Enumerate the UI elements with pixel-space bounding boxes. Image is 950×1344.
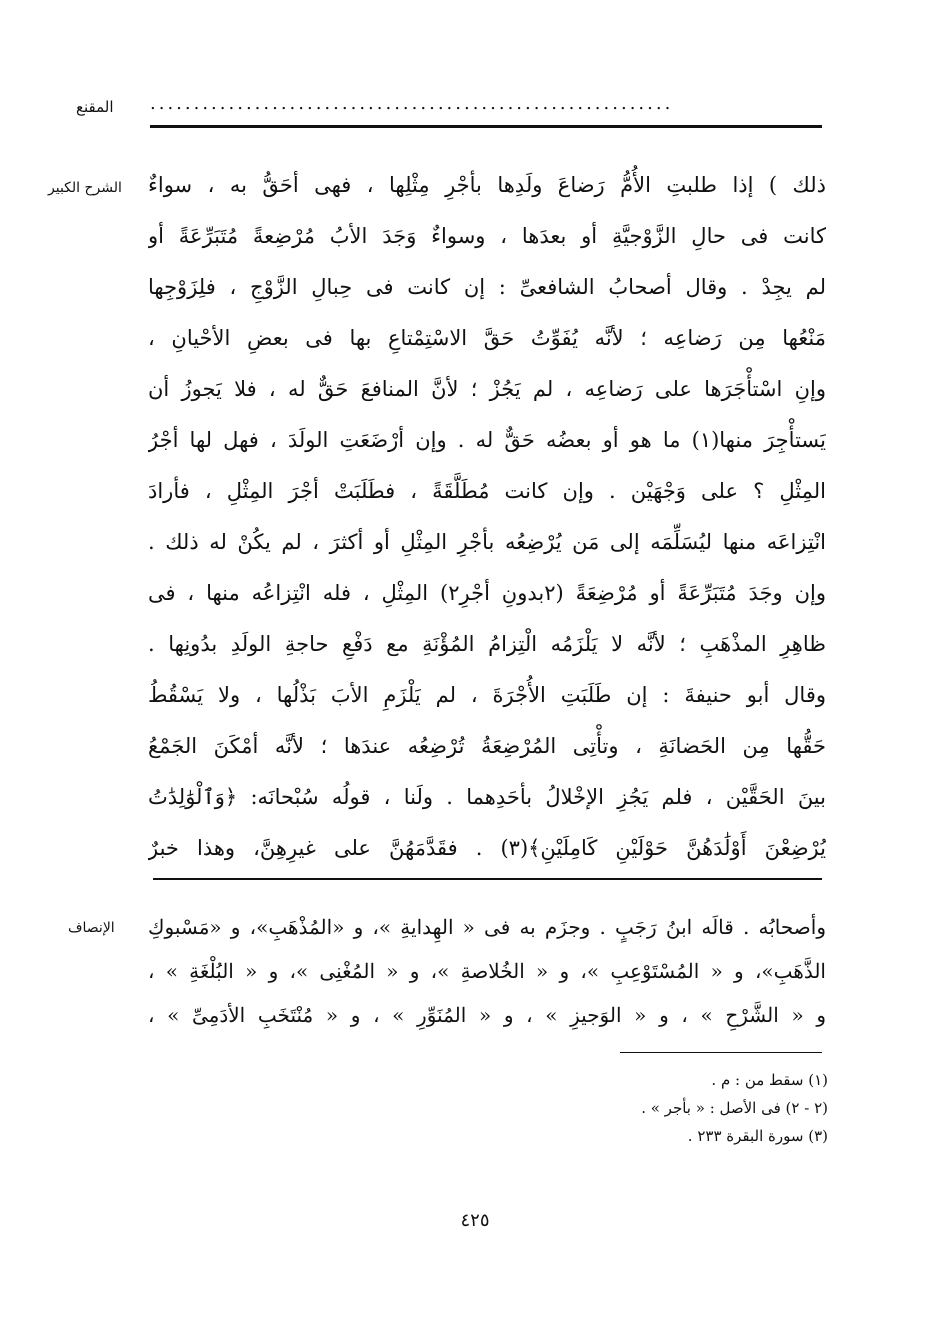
footnote: (١) سقط من : م . [711, 1071, 828, 1089]
insaf-text-line: الذَّهَبِ»، و « المُسْتَوْعِبِ »، و « الخُلاصةِ »، و « المُغْنِى »، و « البُلْغَةِ » ، [148, 959, 826, 983]
footnotes [428, 1066, 828, 1150]
main-text-line: وقال أبو حنيفةَ : إن طَلَبَتِ الأُجْرَةَ ، لم يَلْزَمِ الأبَ بَذْلُها ، ولا يَسْقُطُ [148, 683, 826, 707]
main-text-line: يَستأْجِرَ منها(١) ما هو أو بعضُه حَقٌّ له . وإن أرْضَعَتِ الولَدَ ، فهل لها أجْرُ [148, 428, 826, 452]
main-text-line: كانت فى حالِ الزَّوْجيَّةِ أو بعدَها ، وسواءٌ وَجَدَ الأبُ مُرْضِعةً مُتَبَرِّعَةً أو [148, 224, 826, 248]
main-text-line: ذلك ) إذا طلبتِ الأُمُّ رَضاعَ ولَدِها بأجْرِ مِثْلِها ، فهى أحَقُّ به ، سواءٌ [148, 173, 826, 197]
insaf-text-line: و « الشَّرْحِ » ، و « الوَجيزِ » ، و « المُنَوِّرِ » ، و « مُنْتَخَبِ الأدَمِىِّ » ، [148, 1003, 826, 1027]
main-text-line: انْتِزاعَه منها ليُسَلِّمَه إلى مَن يُرْضِعُه بأجْرِ المِثْلِ أو أكثرَ ، لم يكُنْ له ذلك . [148, 530, 826, 554]
main-text-line: حَقُّها مِن الحَضانَةِ ، وتأْتِى المُرْضِعَةُ تُرْضِعُه عندَها ؛ لأنَّه أمْكَنَ الجَمْعُ [148, 734, 826, 758]
main-text-line: المِثْلِ ؟ على وَجْهَيْن . وإن كانت مُطَلَّقَةً ، فطَلَبَتْ أجْرَ المِثْلِ ، فأرادَ [148, 479, 826, 503]
main-text-line: بينَ الحَقَّيْن ، فلم يَجُزِ الإخْلالُ بأحَدِهما . ولَنا ، قولُه سُبْحانَه: ﴿وَٱلْوَٰلِدَٰتُ [148, 785, 826, 809]
insaf-text-line: وأصحابُه . قالَه ابنُ رَجَبٍ . وجزَم به فى « الهِدايةِ »، و «المُذْهَبِ»، و «مَسْبوكِ [148, 915, 826, 939]
side-label-sharh: الشرح الكبير [48, 180, 122, 196]
main-text-line: لم يجِدْ . وقال أصحابُ الشافعىِّ : إن كانت فى حِبالِ الزَّوْجِ ، فلِزَوْجِها [148, 275, 826, 299]
main-text-line: مَنْعُها مِن رَضاعِه ؛ لأنَّه يُفَوِّتُ حَقَّ الاسْتِمْتاعِ بها فى بعضِ الأحْيانِ ، [148, 326, 826, 350]
running-header-title: المقنع [76, 98, 114, 116]
side-label-insaf: الإنصاف [68, 920, 115, 936]
section-divider [153, 878, 822, 880]
main-text-line: وإنِ اسْتأْجَرَها على رَضاعِه ، لم يَجُزْ ؛ لأنَّ المنافعَ حَقٌّ له ، فلا يَجوزُ أن [148, 377, 826, 401]
footnote: (٢ - ٢) فى الأصل : « بأجر » . [641, 1099, 828, 1117]
main-text-block [148, 160, 826, 874]
main-text-line: ظاهِرِ المذْهَبِ ؛ لأنَّه لا يَلْزَمُه الْتِزامُ المُؤْنَةِ مع دَفْعِ حاجةِ الولَدِ بدُونِها . [148, 632, 826, 656]
main-text-line: يُرْضِعْنَ أَوْلَٰدَهُنَّ حَوْلَيْنِ كَامِلَيْنِ﴾(٣) . فقَدَّمَهُنَّ على غيرِهِنَّ، وهذا خبرٌ [148, 836, 826, 860]
header-dotted-leader: ............................................................ [150, 94, 674, 114]
footnotes-rule [620, 1052, 822, 1053]
page-number: ٤٢٥ [460, 1210, 490, 1231]
footnote: (٣) سورة البقرة ٢٣٣ . [687, 1127, 828, 1145]
insaf-text-block [148, 905, 826, 1037]
header-rule [150, 125, 822, 128]
main-text-line: وإن وجَدَ مُتَبَرِّعَةً أو مُرْضِعَةً (٢بدونِ أجْرِ٢) المِثْلِ ، فله انْتِزاعُه منها ، فى [148, 581, 826, 605]
